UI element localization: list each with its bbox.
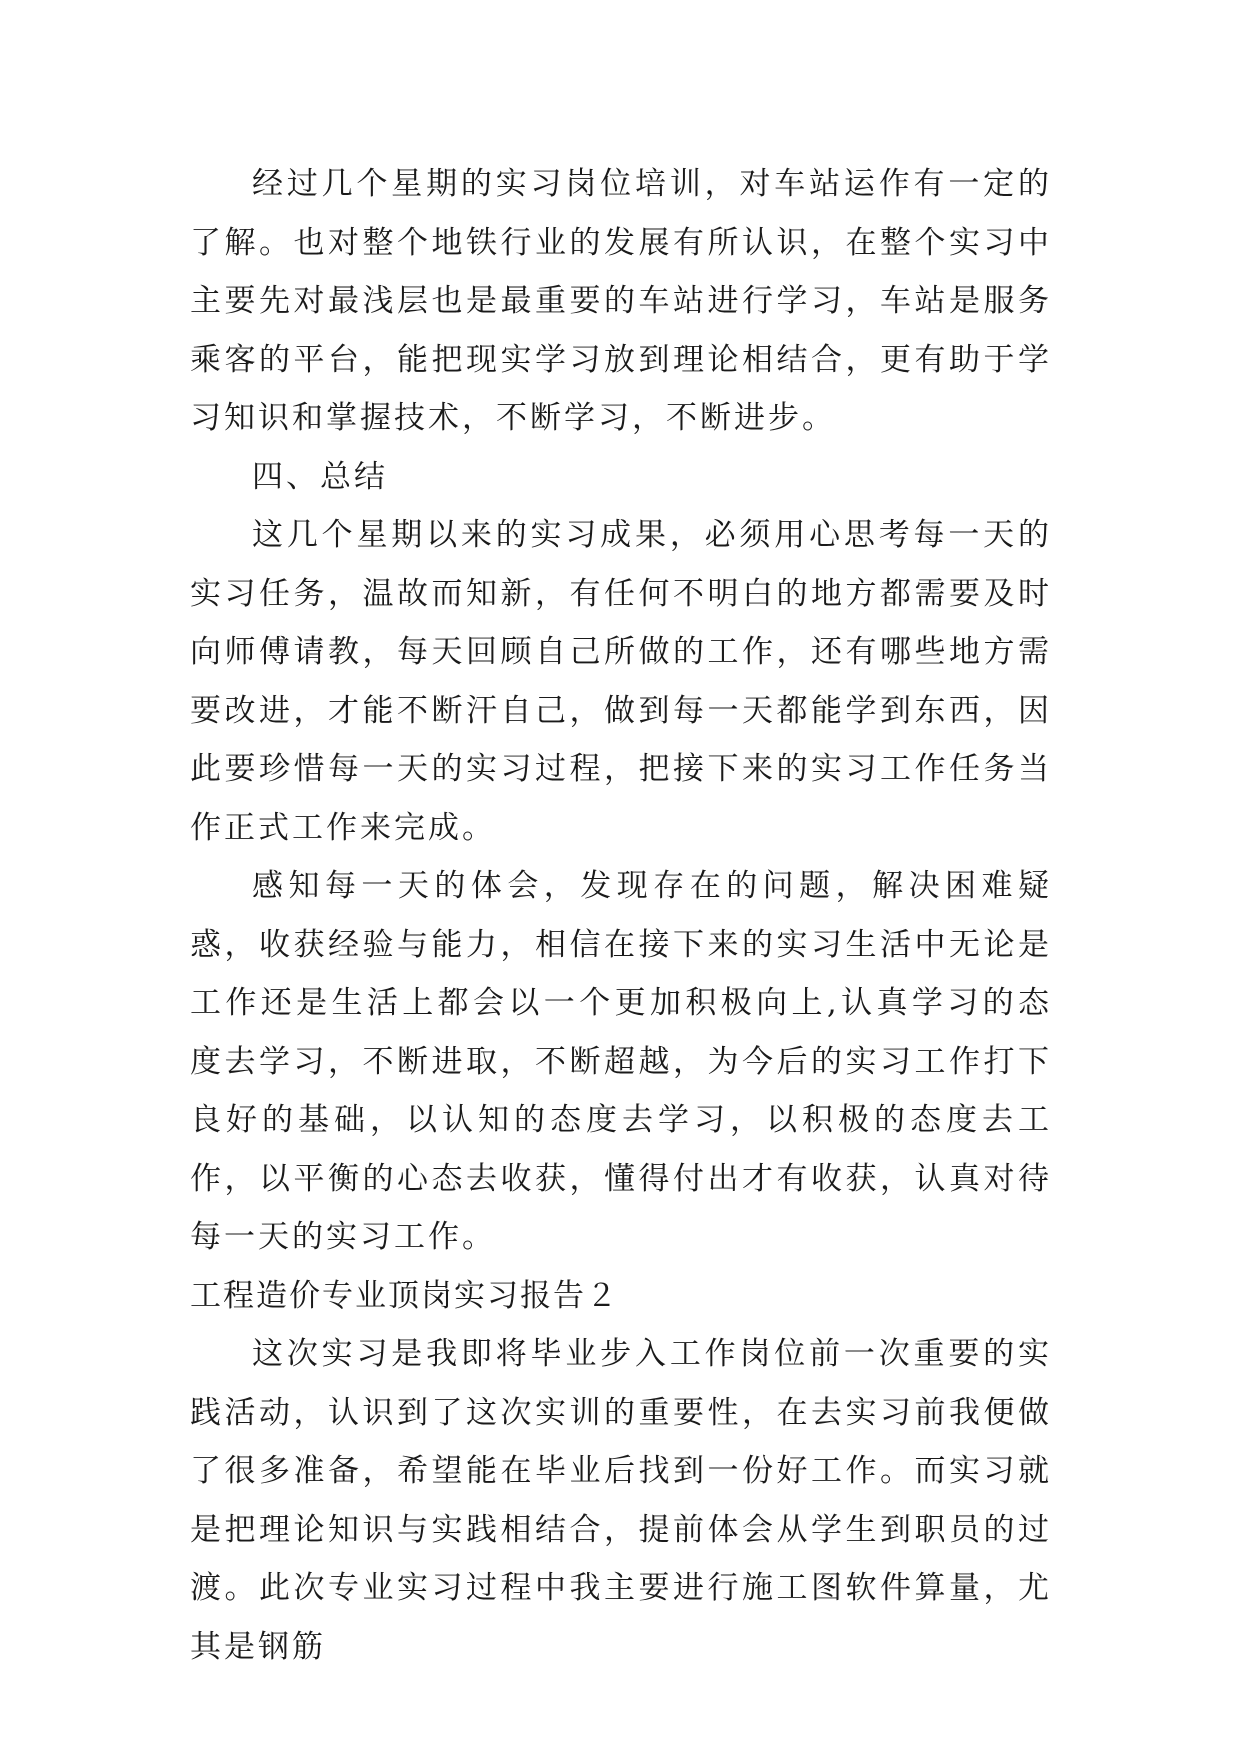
paragraph-training: 经过几个星期的实习岗位培训，对车站运作有一定的了解。也对整个地铁行业的发展有所认识，在整个实习中主要先对最浅层也是最重要的车站进行学习，车站是服务乘客的平台，能把现实学习放到理论相结合，更有助于学习知识和掌握技术，不断学习，不断进步。 [190,166,1052,436]
paragraph-report-1: 这次实习是我即将毕业步入工作岗位前一次重要的实践活动，认识到了这次实训的重要性，在去实习前我便做了很多准备，希望能在毕业后找到一份好工作。而实习就是把理论知识与实践相结合，提前体会从学生到职员的过渡。此次专业实习过程中我主要进行施工图软件算量，尤其是钢筋 [190,1336,1052,1665]
section-heading-summary: 四、总结 [252,458,388,495]
paragraph-summary-1: 这几个星期以来的实习成果，必须用心思考每一天的实习任务，温故而知新，有任何不明白的地方都需要及时向师傅请教，每天回顾自己所做的工作，还有哪些地方需要改进，才能不断汗自己，做到每一天都能学到东西，因此要珍惜每一天的实习过程，把接下来的实习工作任务当作正式工作来完成。 [190,517,1052,846]
document-body [190,155,1052,1676]
paragraph-summary-2: 感知每一天的体会，发现存在的问题，解决困难疑惑，收获经验与能力，相信在接下来的实习生活中无论是工作还是生活上都会以一个更加积极向上,认真学习的态度去学习，不断进取，不断超越，为今后的实习工作打下良好的基础，以认知的态度去学习，以积极的态度去工作，以平衡的心态去收获，懂得付出才有收获，认真对待每一天的实习工作。 [190,868,1052,1255]
report-title: 工程造价专业顶岗实习报告２ [190,1277,619,1314]
